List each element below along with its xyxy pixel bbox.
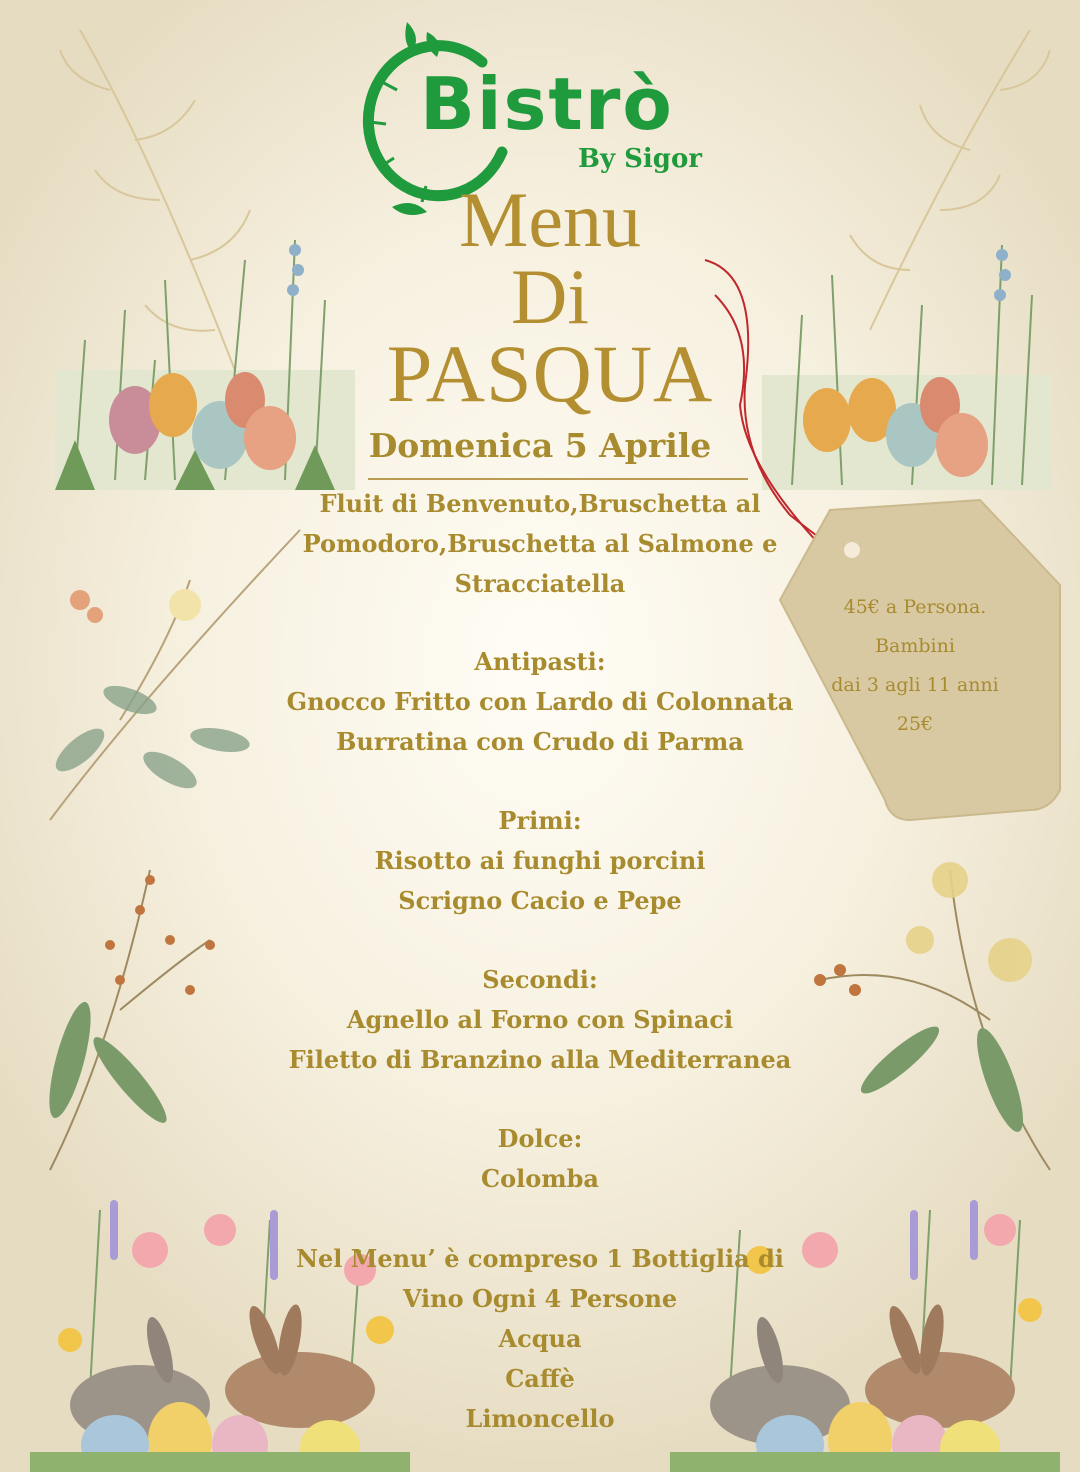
included-line: Caffè <box>505 1364 575 1393</box>
section-heading: Dolce: <box>497 1124 583 1153</box>
included-line: Limoncello <box>465 1404 615 1433</box>
logo-wordmark: Bistrò <box>420 62 674 146</box>
section-antipasti <box>0 642 1080 762</box>
price-children-age: dai 3 agli 11 anni <box>831 674 999 696</box>
price-children: 25€ <box>896 713 934 735</box>
welcome-line: Pomodoro,Bruschetta al Salmone e <box>302 529 778 558</box>
welcome-block <box>0 484 1080 604</box>
price-adult: 45€ a Persona. <box>843 596 987 618</box>
menu-item: Scrigno Cacio e Pepe <box>398 886 682 915</box>
menu-item: Filetto di Branzino alla Mediterranea <box>288 1045 792 1074</box>
section-dolce <box>0 1119 1080 1199</box>
menu-item: Burratina con Crudo di Parma <box>336 727 744 756</box>
included-block <box>0 1239 1080 1439</box>
section-heading: Antipasti: <box>474 647 606 676</box>
section-heading: Secondi: <box>482 965 598 994</box>
event-date: Domenica 5 Aprile <box>368 426 712 465</box>
title-pasqua: PASQUA <box>386 328 714 419</box>
logo-subtitle: By Sigor <box>578 144 703 174</box>
included-line: Acqua <box>498 1324 582 1353</box>
section-heading: Primi: <box>498 806 582 835</box>
date-divider <box>368 478 748 480</box>
included-line: Nel Menu’ è compreso 1 Bottiglia di <box>296 1244 784 1273</box>
section-secondi <box>0 960 1080 1080</box>
price-children-label: Bambini <box>875 635 955 657</box>
menu-item: Agnello al Forno con Spinaci <box>346 1005 734 1034</box>
included-line: Vino Ogni 4 Persone <box>402 1284 678 1313</box>
welcome-line: Fluit di Benvenuto,Bruschetta al <box>319 489 761 518</box>
welcome-line: Stracciatella <box>454 569 626 598</box>
menu-item: Colomba <box>481 1164 599 1193</box>
section-primi <box>0 801 1080 921</box>
menu-item: Risotto ai funghi porcini <box>374 846 706 875</box>
menu-item: Gnocco Fritto con Lardo di Colonnata <box>286 687 794 716</box>
title-menu: Menu <box>459 176 641 263</box>
title-di: Di <box>511 253 589 340</box>
